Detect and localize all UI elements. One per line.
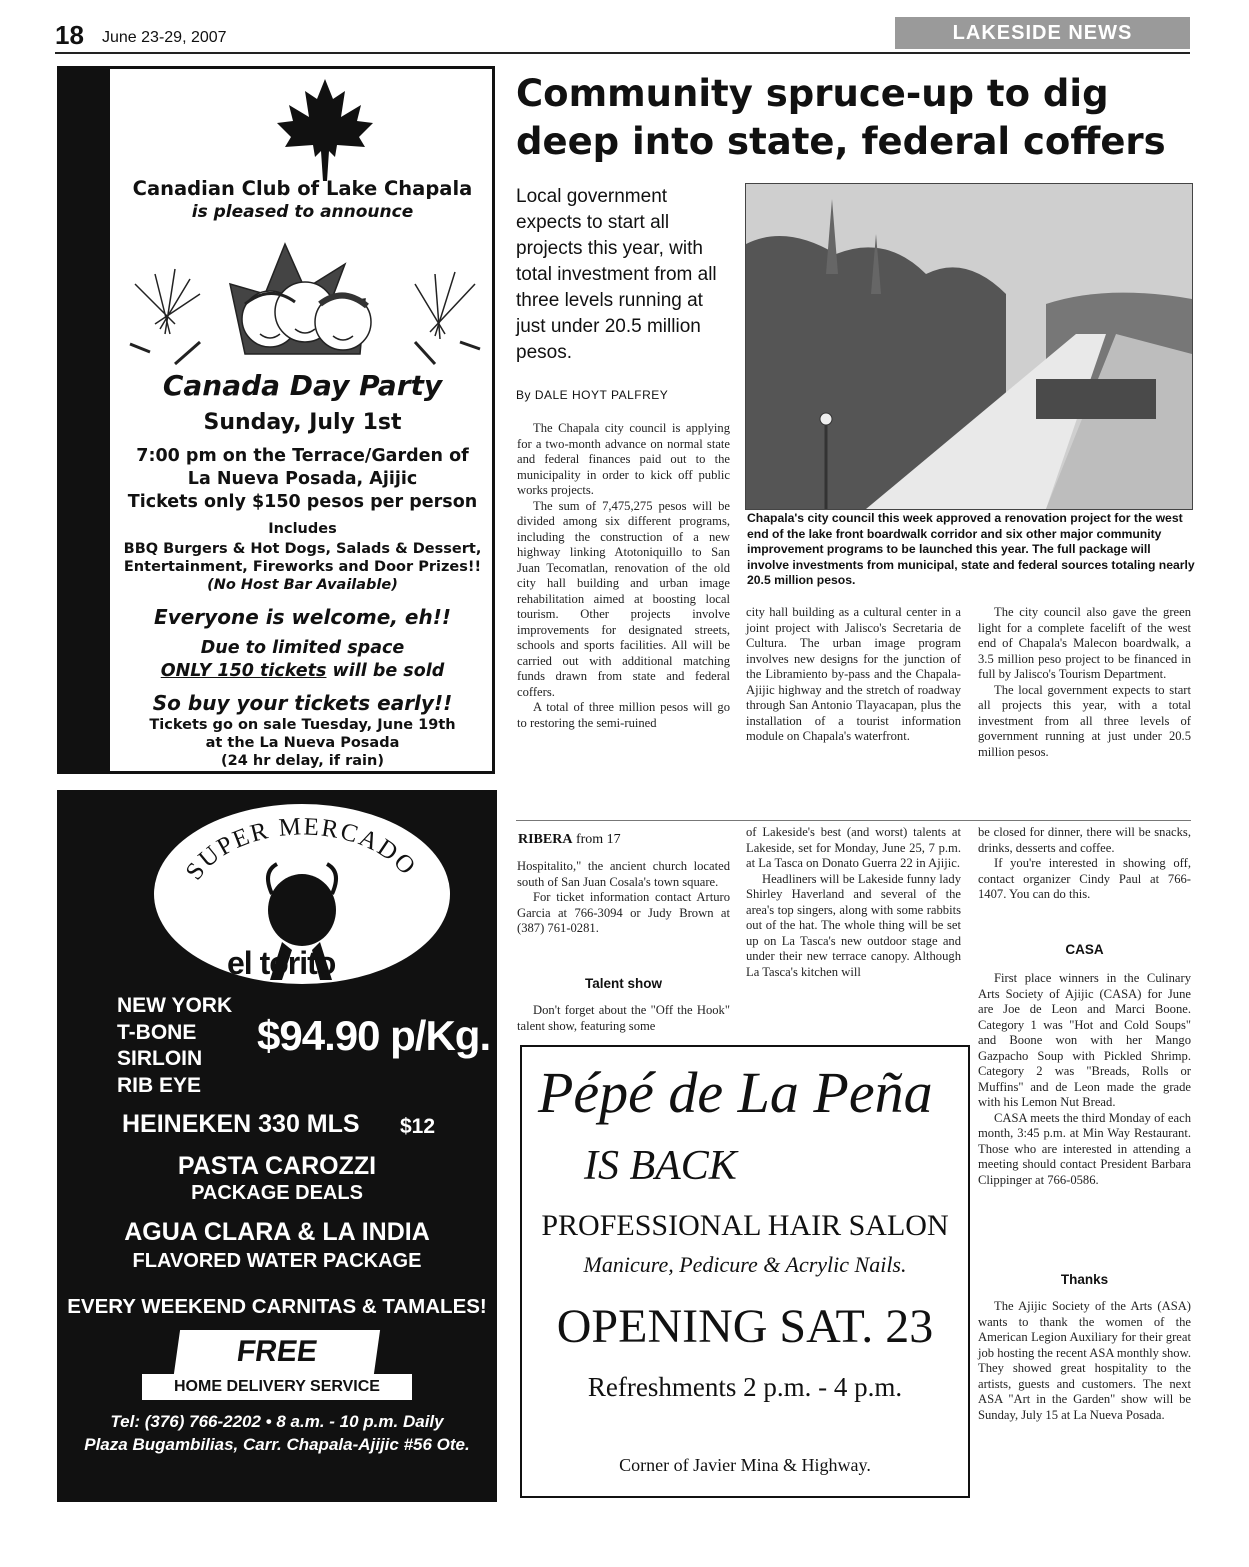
only-tickets-count: ONLY 150 tickets [160,661,327,681]
limited-space: Due to limited space [200,638,405,658]
agua-line: AGUA CLARA & LA INDIA [124,1218,430,1246]
venue-line-2: La Nueva Posada, Ajijic [187,469,418,489]
no-host-bar: (No Host Bar Available) [207,577,398,593]
ad-border-bar [60,69,110,771]
page-number: 18 [55,20,84,50]
paragraph: The city council also gave the green light for a complete facelift of the west end of Chapala's Malecon boardwalk, a 3.5 million peso project to be financed in full by Jalisco's Tourism Department. [978,605,1191,681]
talent-show-heading: Talent show [584,976,662,991]
meat-cut: SIRLOIN [117,1047,203,1070]
includes-line-1: BBQ Burgers & Hot Dogs, Salads & Dessert, [123,541,482,557]
heineken-line: HEINEKEN 330 MLS [122,1110,360,1138]
boardwalk-photo [745,183,1193,510]
article-byline: By DALE HOYT PALFREY [516,388,669,402]
jump-word: RIBERA [518,832,573,847]
paragraph: The Ajijic Society of the Arts (ASA) wants to thank the women of the American Legion Auxiliary for their great job hosting the recent ASA monthly show. They showed great hospitality to the artists, guests and customers. The next ASA "Art in the Garden" show will be Sunday, July 15 at La Nueva Posada. [978,1299,1191,1422]
meat-cuts-list [117,993,232,1099]
section-banner: LAKESIDE NEWS [895,17,1190,49]
header-rule [55,52,1190,54]
paragraph: CASA meets the third Monday of each month, 3:45 p.m. at Min Way Restaurant. Those who are interested in attending a meeting should contact President Barbara Clippinger at 766-0586. [978,1110,1191,1187]
announce-line: is pleased to announce [191,202,414,222]
article-deck: Local government expects to start all projects this year, with total investment from all three levels running at just under 20.5 million pesos. [516,186,717,363]
ribera-column-3 [978,825,1191,903]
boardwalk-image-icon [746,184,1192,509]
salon-location: Corner of Javier Mina & Highway. [619,1455,871,1475]
paragraph: If you're interested in showing off, contact organizer Cindy Paul at 766-1407. You can do this. [978,856,1191,901]
heineken-price: $12 [400,1115,436,1138]
event-date: Sunday, July 1st [203,410,402,435]
paragraph: For ticket information contact Arturo Garcia at 766-3094 or Judy Brown at (387) 761-0281. [517,890,730,935]
paragraph: city hall building as a cultural center in a joint project with Jalisco's Secretaria de Cultura. The urban image program involves new designs for the junction of the Libramiento by-pass and the Chapala-Ajijic highway and the stretch of roadway through San Antonio Tlayacapan, plus the installation of a tourist information module on Chapala's waterfront. [746,605,961,743]
party-illustration-icon [115,224,495,369]
ribera-column-3b [978,971,1191,1188]
el-torito-ad [57,790,497,1502]
is-back-line: IS BACK [584,1143,737,1189]
photo-caption: Chapala's city council this week approved a renovation project for the west end of the lake front boardwalk corridor and six other major community improvement programs to be launched this year. The full package will involve investments from municipal, state and federal sources totaling nearly 20.5 million pesos. [747,511,1195,587]
meat-price: $94.90 p/Kg. [257,1012,491,1059]
paragraph: The Chapala city council is applying for a two-month advance on normal state and federal finances paid out to the municipality in order to kick off public works projects. [517,421,730,497]
ribera-column-3c [978,1299,1191,1423]
sale-line-1: Tickets go on sale Tuesday, June 19th [149,717,456,733]
salon-type: PROFESSIONAL HAIR SALON [541,1209,949,1242]
paragraph: A total of three million pesos will go to restoring the semi-ruined [517,700,730,730]
meat-cut: NEW YORK [117,994,233,1017]
sale-line-3: (24 hr delay, if rain) [221,753,384,769]
delivery-badge: HOME DELIVERY SERVICE [142,1374,412,1400]
casa-heading: CASA [1065,942,1104,957]
pasta-deals: PACKAGE DEALS [191,1182,363,1204]
weekend-line: EVERY WEEKEND CARNITAS & TAMALES! [67,1295,487,1318]
super-mercado-arc-text: SUPER MERCADO [180,813,422,886]
paragraph: First place winners in the Culinary Arts Society of Ajijic (CASA) for June are Joe de Leon and Marci Boone. Category 1 was "Hot and Cold Soups" and Boone won with her Mango Gazpacho Soup with Pickled Shrimp. Category 2 was "Breads, Rolls or Muffins" and de Leon made the grade with his Lemon Nut Bread. [978,971,1191,1109]
ribera-column-1b [517,1003,730,1034]
maple-leaf-icon [275,77,375,182]
pepe-hair-salon-ad [520,1045,970,1498]
sale-line-2: at the La Nueva Posada [205,735,400,751]
canada-day-ad [57,66,495,774]
address-line: Plaza Bugambilias, Carr. Chapala-Ajijic #56 Ote. [84,1435,470,1454]
paragraph: The local government expects to start all projects this year, with a total investment from all three levels of government running at just under 20.5 million pesos. [978,682,1191,759]
includes-heading: Includes [268,521,337,537]
telephone-line: Tel: (376) 766-2202 • 8 a.m. - 10 p.m. Daily [110,1412,444,1431]
salon-owner-name: Pépé de La Peña [538,1060,933,1125]
welcome-line: Everyone is welcome, eh!! [154,605,451,629]
paragraph: of Lakeside's best (and worst) talents at Lakeside, set for Monday, June 25, 7 p.m. at La Tasca on Donato Guerra 22 in Ajijic. [746,825,961,870]
agua-package: FLAVORED WATER PACKAGE [132,1250,422,1272]
venue-line-1: 7:00 pm on the Terrace/Garden of [136,446,469,466]
meat-cut: T-BONE [117,1020,197,1044]
ribera-column-1 [517,859,730,937]
meat-cut: RIB EYE [117,1073,202,1097]
jump-header [518,832,621,848]
article-column-2 [746,605,961,745]
paragraph: be closed for dinner, there will be snacks, drinks, desserts and coffee. [978,825,1191,855]
club-name: Canadian Club of Lake Chapala [132,177,473,200]
article-column-1 [517,421,730,731]
only-tickets-line [110,661,495,681]
article-headline: Community spruce-up to dig deep into state, federal coffers [516,72,1166,163]
issue-date: June 23-29, 2007 [102,29,227,46]
thanks-heading: Thanks [1060,1272,1109,1287]
ribera-column-2 [746,825,961,980]
free-badge: FREE [174,1330,380,1374]
event-title: Canada Day Party [162,369,443,402]
paragraph: Don't forget about the "Off the Hook" talent show, featuring some [517,1003,730,1033]
section-divider [516,820,1191,821]
ticket-price: Tickets only $150 pesos per person [127,492,478,512]
paragraph: Hospitalito," the ancient church located south of San Juan Cosala's town square. [517,859,730,889]
paragraph: The sum of 7,475,275 pesos will be divided among six different programs, including the construction of a new highway linking Atotoniquillo to San Juan Tecomatlan, renovation of the old city hall building and urban image rehabilitation aimed at boosting local tourism. Other projects involve improvements for designated streets, schools and sports facilities. All will be carried out with additional matching funds drawn from state and federal coffers. [517,498,730,699]
jump-from: from 17 [572,832,621,847]
paragraph: Headliners will be Lakeside funny lady Shirley Haverland and several of the area's top singers, along with some rabbits out of the hat. The whole thing will be set up on La Tasca's new outdoor stage and under their new terrace canopy. Although La Tasca's kitchen will [746,871,961,979]
brand-name: el torito [227,945,336,981]
salon-services: Manicure, Pedicure & Acrylic Nails. [583,1252,907,1277]
opening-date: OPENING SAT. 23 [556,1300,934,1353]
buy-early: So buy your tickets early!! [152,691,453,715]
refreshments-line: Refreshments 2 p.m. - 4 p.m. [587,1372,903,1402]
only-tickets-suffix: will be sold [326,661,445,681]
includes-line-2: Entertainment, Fireworks and Door Prizes!! [123,559,482,575]
pasta-line: PASTA CAROZZI [177,1152,377,1180]
article-column-3 [978,605,1191,760]
